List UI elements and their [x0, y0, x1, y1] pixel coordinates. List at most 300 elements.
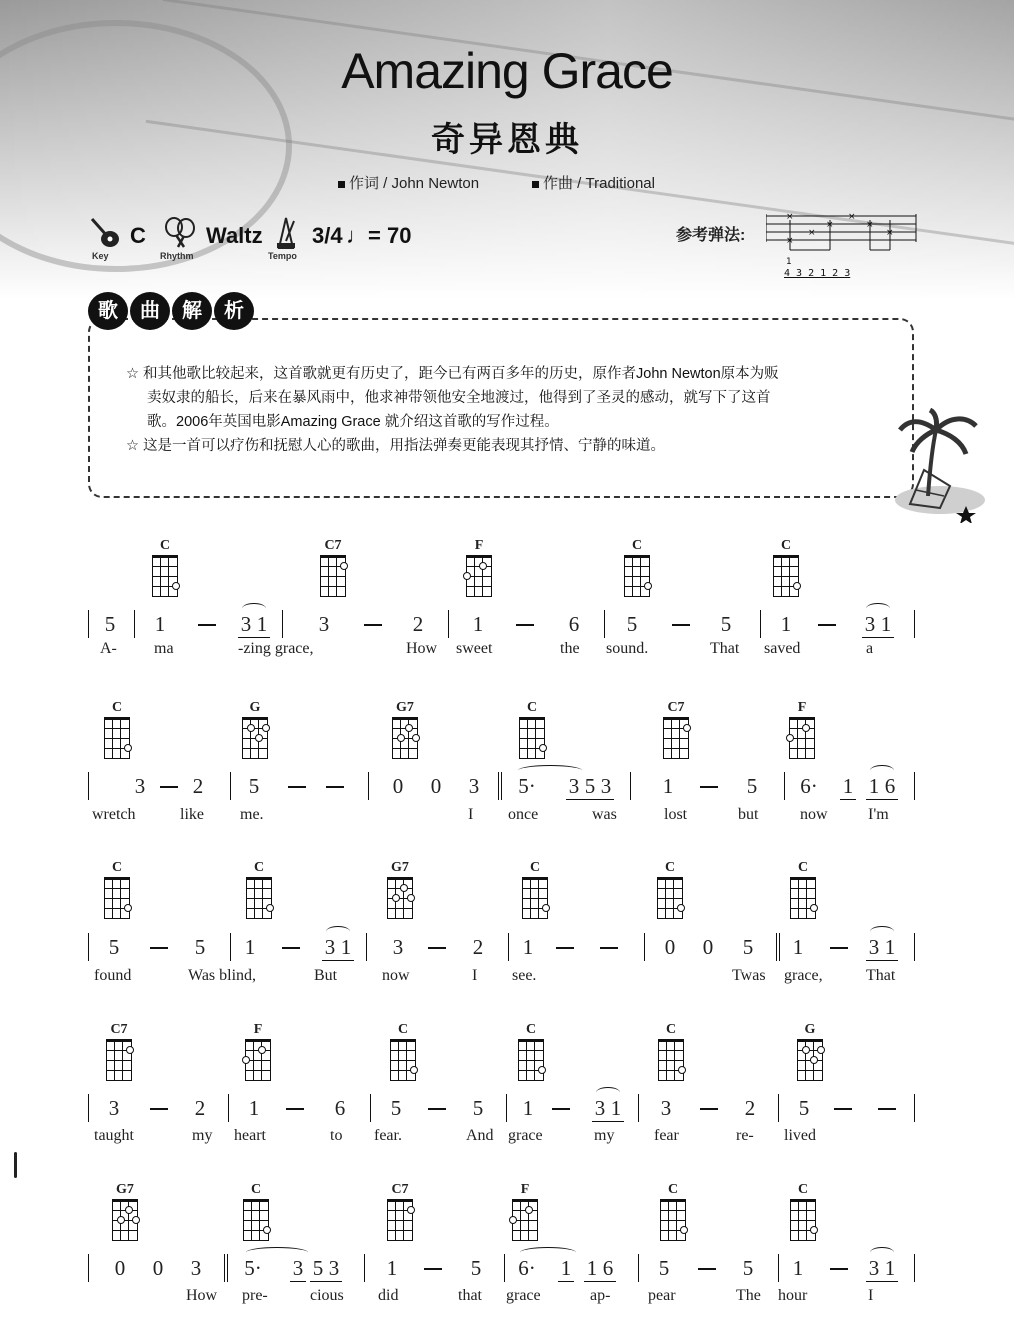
maracas-icon — [162, 215, 198, 249]
note: 1 — [386, 1256, 398, 1280]
chord-diagram-g — [242, 717, 268, 759]
bar-line — [914, 772, 915, 800]
chord-name: C — [797, 860, 809, 875]
bar-line — [370, 1094, 371, 1122]
square-bullet-icon — [532, 181, 539, 188]
chord-diagram-g7 — [112, 1199, 138, 1241]
chord-diagram-c — [246, 877, 272, 919]
note: 3 — [190, 1256, 202, 1280]
chord-name: G7 — [396, 700, 414, 715]
svg-text:×: × — [786, 212, 794, 222]
chord-diagram-g7 — [387, 877, 413, 919]
page-edge-mark — [14, 1152, 17, 1178]
finger-dot — [258, 1046, 266, 1054]
lyric: The — [736, 1287, 761, 1304]
note: 6· — [800, 774, 818, 798]
note: 3 — [108, 1096, 120, 1120]
finger-dot — [680, 1226, 688, 1234]
note: 5 — [582, 774, 598, 800]
bar-line — [366, 933, 367, 961]
note: 5 — [470, 1256, 482, 1280]
chord-name: G7 — [116, 1182, 134, 1197]
bar-line — [760, 610, 761, 638]
finger-dot — [810, 1056, 818, 1064]
guitar-icon — [88, 215, 124, 249]
lyric: once — [508, 806, 539, 823]
note: 3 — [318, 612, 330, 636]
chord-diagram-c7 — [663, 717, 689, 759]
bar-line — [228, 1094, 229, 1122]
lyric: hour — [778, 1287, 808, 1304]
bar-line — [88, 933, 89, 961]
svg-text:×: × — [866, 220, 874, 230]
chord-name: C7 — [391, 1182, 409, 1197]
chord-diagram-g — [797, 1039, 823, 1081]
note: 2 — [192, 774, 204, 798]
note: 1 — [558, 1256, 574, 1282]
dash — [424, 1268, 442, 1270]
chord-diagram-f — [466, 555, 492, 597]
note: 5 — [626, 612, 638, 636]
bar-line — [778, 1254, 779, 1282]
chord-diagram-c — [390, 1039, 416, 1081]
lyric: lived — [784, 1127, 816, 1144]
notation-row-5 — [88, 1250, 918, 1290]
finger-dot — [677, 904, 685, 912]
note: 6 — [600, 1256, 616, 1282]
finger-dot — [683, 724, 691, 732]
analysis-line-3: 歌。2006年英国电影Amazing Grace 就介绍这首歌的写作过程。 — [147, 414, 559, 430]
note: 1 — [792, 1256, 804, 1280]
bar-line — [504, 1254, 505, 1282]
finger-dot — [509, 1216, 517, 1224]
note: 1 — [882, 1256, 898, 1282]
lyric: Twas — [732, 967, 766, 984]
note: 6· — [518, 1256, 536, 1280]
bar-line — [644, 933, 645, 961]
analysis-text — [126, 362, 886, 458]
dash — [698, 1268, 716, 1270]
dash — [600, 947, 618, 949]
note: 1 — [254, 612, 270, 638]
lyricist-credit: 作词 / John Newton — [338, 172, 479, 193]
note: 1 — [840, 774, 856, 800]
lyric: like — [180, 806, 204, 823]
lyric: I — [868, 1287, 874, 1304]
lyric: grace — [508, 1127, 543, 1144]
dash — [428, 947, 446, 949]
finger-dot — [539, 744, 547, 752]
chord-name: C7 — [667, 700, 685, 715]
chord-name: C — [253, 860, 265, 875]
dash — [700, 1108, 718, 1110]
lyric: that — [458, 1287, 482, 1304]
finger-dot — [125, 1206, 133, 1214]
chord-diagram-c — [773, 555, 799, 597]
bar-line — [88, 610, 89, 638]
note: 5 — [310, 1256, 326, 1282]
note: 0 — [152, 1256, 164, 1280]
note: 5 — [742, 1256, 754, 1280]
chord-name: C — [529, 860, 541, 875]
tempo-bpm: ♩= 70 — [346, 223, 412, 248]
bar-line — [914, 1254, 915, 1282]
dash — [326, 786, 344, 788]
chord-name: C — [664, 860, 676, 875]
bar-line — [134, 610, 135, 638]
finger-dot — [126, 1046, 134, 1054]
double-bar-line — [498, 772, 502, 800]
analysis-line-2: 卖奴隶的船长，后来在暴风雨中，他求神带领他安全地渡过，他得到了圣灵的感动，就写下了这首 — [147, 390, 771, 406]
chord-diagram-c7 — [387, 1199, 413, 1241]
chord-name: C — [250, 1182, 262, 1197]
chord-name: F — [520, 1182, 530, 1197]
lyric: That — [866, 967, 896, 984]
dash — [160, 786, 178, 788]
note: 5 — [194, 935, 206, 959]
chord-diagram-g7 — [392, 717, 418, 759]
analysis-line-4: ☆ 这是一首可以疗伤和抚慰人心的歌曲，用指法弹奏更能表现其抒情、宁静的味道。 — [126, 438, 666, 454]
dash — [150, 1108, 168, 1110]
note: 3 — [862, 612, 878, 638]
finger-dot — [400, 884, 408, 892]
finger-dot — [810, 1226, 818, 1234]
lyric: a — [866, 640, 874, 657]
chord-diagram-c — [519, 717, 545, 759]
chord-name: G — [249, 700, 261, 715]
note: 5· — [518, 774, 536, 798]
note: 5 — [472, 1096, 484, 1120]
lyric: I'm — [868, 806, 889, 823]
notation-row-4 — [88, 1090, 918, 1130]
note: 5· — [244, 1256, 262, 1280]
chord-diagram-c — [790, 877, 816, 919]
finger-dot — [263, 1226, 271, 1234]
chord-diagram-c — [660, 1199, 686, 1241]
lyric: grace, — [784, 967, 823, 984]
finger-dot — [802, 724, 810, 732]
tie — [518, 765, 582, 776]
finger-dot — [786, 734, 794, 742]
chord-diagram-c — [657, 877, 683, 919]
chord-name: C — [397, 1022, 409, 1037]
lyric: pre- — [242, 1287, 268, 1304]
note: 1 — [662, 774, 674, 798]
svg-text:×: × — [826, 220, 834, 230]
lyric: was — [592, 806, 617, 823]
lyric: saved — [764, 640, 801, 657]
lyric: now — [800, 806, 828, 823]
lyric: fear — [654, 1127, 679, 1144]
double-bar-line — [776, 933, 780, 961]
rhythm-value: Waltz — [206, 223, 263, 248]
dash — [552, 1108, 570, 1110]
svg-text:×: × — [786, 236, 794, 246]
bar-line — [282, 610, 283, 638]
lyric: my — [594, 1127, 615, 1144]
chord-diagram-c — [624, 555, 650, 597]
chord-diagram-c — [243, 1199, 269, 1241]
tempo-label: Tempo — [268, 251, 297, 261]
lyric: sweet — [456, 640, 493, 657]
finger-dot — [810, 904, 818, 912]
svg-text:×: × — [848, 212, 856, 222]
lyric: lost — [664, 806, 688, 823]
chord-diagram-f — [789, 717, 815, 759]
note: 1 — [882, 935, 898, 961]
lyric: How — [406, 640, 438, 657]
dash — [198, 624, 216, 626]
key-label: Key — [92, 251, 109, 261]
finger-dot — [407, 894, 415, 902]
note: 1 — [584, 1256, 600, 1282]
note: 5 — [720, 612, 732, 636]
finger-dot — [407, 1206, 415, 1214]
dash — [556, 947, 574, 949]
note: 5 — [658, 1256, 670, 1280]
note: 3 — [322, 935, 338, 961]
chord-name: G7 — [391, 860, 409, 875]
note: 1 — [154, 612, 166, 636]
finger-dot — [678, 1066, 686, 1074]
dash — [830, 1268, 848, 1270]
note: 1 — [248, 1096, 260, 1120]
chord-diagram-f — [245, 1039, 271, 1081]
chord-name: C — [526, 700, 538, 715]
lyric: pear — [648, 1287, 676, 1304]
lyrics-row-2 — [88, 806, 918, 830]
lyric: taught — [94, 1127, 134, 1144]
metronome-icon — [268, 215, 304, 249]
svg-text:×: × — [808, 228, 816, 238]
lyric: -zing grace, — [238, 640, 314, 657]
note: 3 — [566, 774, 582, 800]
note: 2 — [194, 1096, 206, 1120]
lyric: heart — [234, 1127, 266, 1144]
lyric: sound. — [606, 640, 649, 657]
chord-name: G — [804, 1022, 816, 1037]
chord-diagram-c — [518, 1039, 544, 1081]
chord-diagram-c7 — [106, 1039, 132, 1081]
bar-line — [88, 1094, 89, 1122]
finger-dot — [463, 572, 471, 580]
note: 3 — [392, 935, 404, 959]
tie — [870, 1247, 894, 1258]
chord-name: C — [111, 860, 123, 875]
finger-dot — [542, 904, 550, 912]
finger-dot — [412, 734, 420, 742]
chord-name: C — [159, 538, 171, 553]
note: 3 — [238, 612, 254, 638]
lyric: And — [466, 1127, 494, 1144]
chord-name: C — [111, 700, 123, 715]
note: 1 — [780, 612, 792, 636]
lyric: my — [192, 1127, 213, 1144]
chord-name: F — [474, 538, 484, 553]
note: 2 — [412, 612, 424, 636]
song-subtitle: 奇异恩典 — [431, 121, 583, 159]
beach-palm-illustration — [880, 408, 990, 523]
note: 5 — [390, 1096, 402, 1120]
note: 1 — [608, 1096, 624, 1122]
finger-dot — [644, 582, 652, 590]
finger-dot — [262, 724, 270, 732]
note: 5 — [742, 935, 754, 959]
finger-dot — [538, 1066, 546, 1074]
chord-diagram-c — [658, 1039, 684, 1081]
note: 1 — [522, 1096, 534, 1120]
dash — [288, 786, 306, 788]
note: 5 — [798, 1096, 810, 1120]
badge-char-3: 解 — [172, 292, 212, 330]
finger-dot — [266, 904, 274, 912]
lyric: found — [94, 967, 132, 984]
note: 0 — [114, 1256, 126, 1280]
bar-line — [778, 1094, 779, 1122]
lyric: did — [378, 1287, 399, 1304]
finger-dot — [817, 1046, 825, 1054]
lyrics-row-3 — [88, 967, 918, 991]
bar-line — [368, 772, 369, 800]
note: 5 — [108, 935, 120, 959]
lyrics-row-1 — [88, 640, 918, 664]
chord-name: F — [253, 1022, 263, 1037]
lyric: A- — [100, 640, 117, 657]
note: 3 — [598, 774, 614, 800]
finger-dot — [172, 582, 180, 590]
tie — [866, 603, 890, 614]
lyric: wretch — [92, 806, 136, 823]
chord-name: C — [525, 1022, 537, 1037]
key-value: C — [130, 223, 146, 248]
dash — [830, 947, 848, 949]
lyric: I — [468, 806, 474, 823]
square-bullet-icon — [338, 181, 345, 188]
bar-line — [230, 772, 231, 800]
note: 5 — [746, 774, 758, 798]
chord-name: C — [797, 1182, 809, 1197]
note: 1 — [792, 935, 804, 959]
note: 3 — [290, 1256, 306, 1282]
note: 1 — [866, 774, 882, 800]
lyric: grace — [506, 1287, 541, 1304]
finger-dot — [247, 724, 255, 732]
bar-line — [88, 1254, 89, 1282]
strum-top-number: 1 — [786, 257, 792, 267]
note: 6 — [334, 1096, 346, 1120]
bar-line — [230, 933, 231, 961]
dash — [700, 786, 718, 788]
lyric: That — [710, 640, 740, 657]
chord-name: C — [780, 538, 792, 553]
lyric: to — [330, 1127, 343, 1144]
lyric: the — [560, 640, 580, 657]
finger-dot — [392, 894, 400, 902]
chord-name: C7 — [110, 1022, 128, 1037]
chord-diagram-c — [152, 555, 178, 597]
strum-pattern-diagram — [766, 212, 926, 282]
note: 0 — [392, 774, 404, 798]
finger-dot — [405, 724, 413, 732]
note: 3 — [592, 1096, 608, 1122]
finger-dot — [117, 1216, 125, 1224]
note: 1 — [878, 612, 894, 638]
note: 6 — [568, 612, 580, 636]
tie — [596, 1087, 620, 1098]
tie — [242, 603, 266, 614]
lyric: I — [472, 967, 478, 984]
chord-name: C7 — [324, 538, 342, 553]
finger-dot — [124, 904, 132, 912]
chord-diagram-c7 — [320, 555, 346, 597]
strum-string-numbers: 4 3 2 1 2 3 — [784, 268, 851, 279]
badge-char-1: 歌 — [88, 292, 128, 330]
tie — [870, 926, 894, 937]
tie — [520, 1247, 576, 1258]
note: 2 — [472, 935, 484, 959]
lyric: see. — [512, 967, 537, 984]
dash — [878, 1108, 896, 1110]
dash — [834, 1108, 852, 1110]
note: 2 — [744, 1096, 756, 1120]
analysis-badge — [88, 292, 278, 332]
song-meta — [88, 215, 468, 265]
composer-credit: 作曲 / Traditional — [532, 172, 655, 193]
chord-diagram-f — [512, 1199, 538, 1241]
finger-dot — [340, 562, 348, 570]
lyric: Was blind, — [188, 967, 257, 984]
finger-dot — [242, 1056, 250, 1064]
bar-line — [914, 1094, 915, 1122]
song-title: Amazing Grace — [341, 43, 673, 99]
dash — [516, 624, 534, 626]
chord-name: C — [631, 538, 643, 553]
chord-name: C — [665, 1022, 677, 1037]
note: 6 — [882, 774, 898, 800]
lyric: but — [738, 806, 759, 823]
badge-char-4: 析 — [214, 292, 254, 330]
lyric: cious — [310, 1287, 344, 1304]
tie — [870, 765, 894, 776]
lyric: ap- — [590, 1287, 611, 1304]
finger-dot — [397, 734, 405, 742]
bar-line — [784, 772, 785, 800]
chord-diagram-c — [522, 877, 548, 919]
chord-diagram-c — [790, 1199, 816, 1241]
lyric: ma — [154, 640, 174, 657]
finger-dot — [525, 1206, 533, 1214]
bar-line — [638, 1254, 639, 1282]
chord-name: C — [667, 1182, 679, 1197]
note: 1 — [522, 935, 534, 959]
dash — [672, 624, 690, 626]
badge-char-2: 曲 — [130, 292, 170, 330]
notation-row-3 — [88, 929, 918, 969]
finger-dot — [802, 1046, 810, 1054]
lyric: How — [186, 1287, 218, 1304]
analysis-line-1: ☆ 和其他歌比较起来，这首歌就更有历史了，距今已有两百多年的历史，原作者John Newton原本为贩 — [126, 366, 779, 382]
bar-line — [506, 1094, 507, 1122]
note: 1 — [338, 935, 354, 961]
lyric: fear. — [374, 1127, 402, 1144]
lyric: But — [314, 967, 338, 984]
dash — [818, 624, 836, 626]
note: 0 — [430, 774, 442, 798]
lyric: me. — [240, 806, 264, 823]
dash — [286, 1108, 304, 1110]
finger-dot — [124, 744, 132, 752]
note: 3 — [866, 935, 882, 961]
